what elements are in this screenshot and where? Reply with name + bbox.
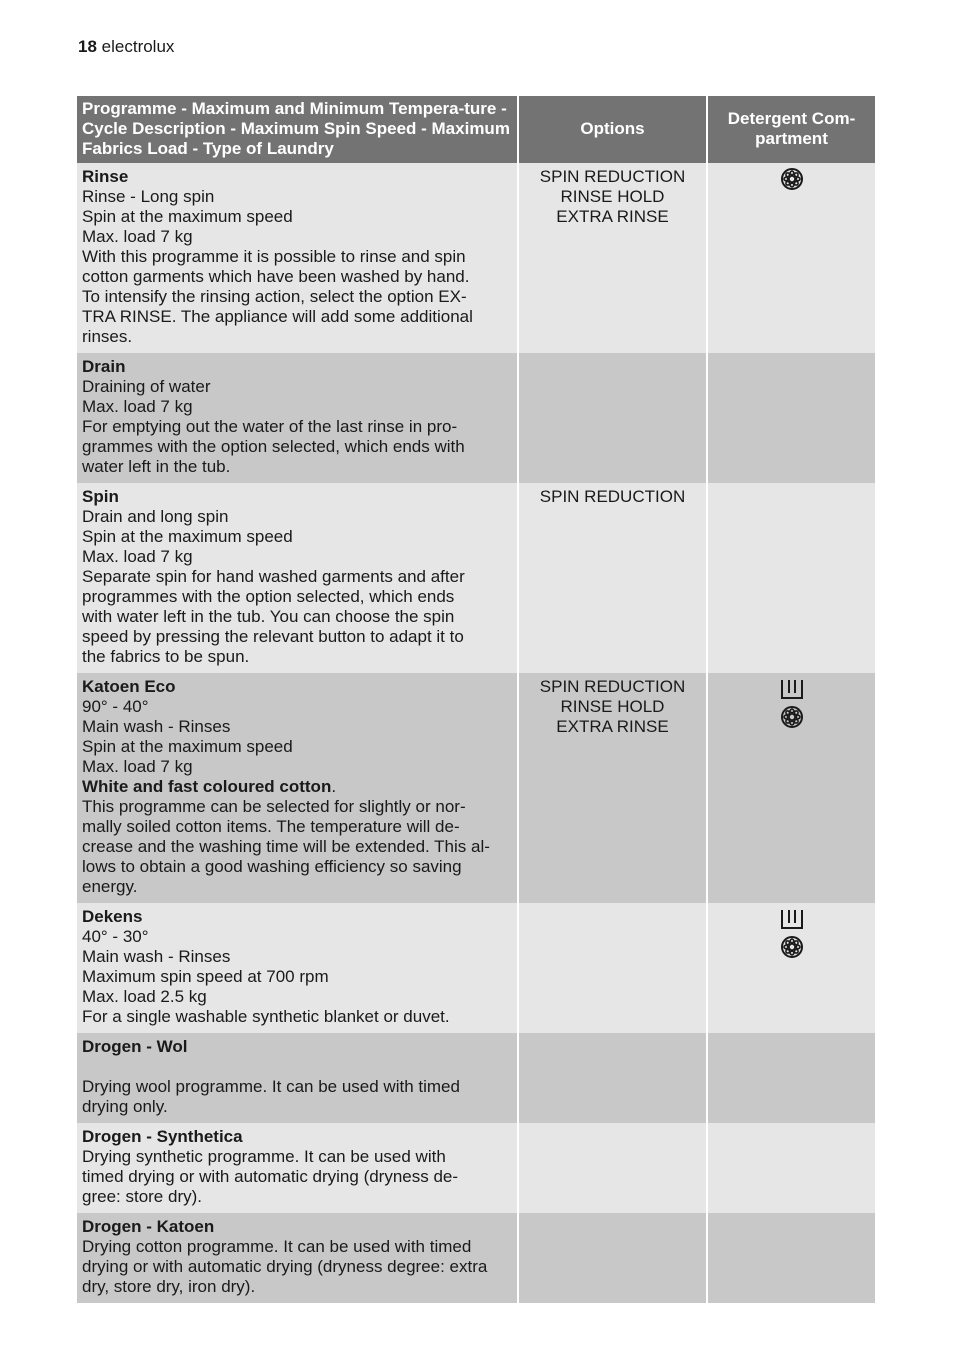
programme-title: Dekens [82,907,143,926]
detergent-compartment-cell [707,1213,875,1303]
option-label: SPIN REDUCTION [539,167,686,186]
options-cell [518,673,707,903]
laundry-type-line [82,777,512,797]
programme-title: Spin [82,487,119,506]
description-line: dry, store dry, iron dry). [82,1277,256,1296]
options-cell [518,1213,707,1303]
description-line: Max. load 7 kg [82,397,193,416]
programme-title: Drogen - Synthetica [82,1127,243,1146]
blank-line [82,1057,512,1077]
programme-title: Drain [82,357,126,376]
option-label: SPIN REDUCTION [539,677,686,696]
options-cell [518,1033,707,1123]
option-label: RINSE HOLD [560,187,665,206]
detergent-compartment-cell [707,673,875,903]
column-header-options: Options [518,96,707,163]
description-line: For a single washable synthetic blanket or duvet. [82,1007,450,1026]
description-line: drying or with automatic drying (dryness degree: extra [82,1257,488,1276]
table-row [77,353,875,483]
table-row [77,163,875,353]
description-line: This programme can be selected for slightly or nor- [82,797,466,816]
description-line: speed by pressing the relevant button to adapt it to [82,627,464,646]
column-header-programme: Programme - Maximum and Minimum Tempera-ture - Cycle Description - Maximum Spin Speed - Maximum Fabrics Load - Type of Laundry [77,96,518,163]
description-line: rinses. [82,327,133,346]
programme-description-cell [77,163,518,353]
option-label: EXTRA RINSE [556,717,669,736]
description-line: Drying cotton programme. It can be used with timed [82,1237,472,1256]
description-line: TRA RINSE. The appliance will add some additional [82,307,473,326]
description-line: lows to obtain a good washing efficiency so saving [82,857,462,876]
page-number: 18 [78,37,97,56]
description-line: Main wash - Rinses [82,947,231,966]
description-line: gree: store dry). [82,1187,202,1206]
description-line: Max. load 2.5 kg [82,987,207,1006]
table-row [77,1123,875,1213]
softener-icon [780,935,804,959]
main-wash-icon [780,907,804,931]
description-line: Maximum spin speed at 700 rpm [82,967,329,986]
options-cell [518,353,707,483]
programme-description-cell [77,353,518,483]
detergent-compartment-cell [707,1033,875,1123]
table-row [77,1033,875,1123]
description-line: cotton garments which have been washed by hand. [82,267,470,286]
laundry-type: White and fast coloured cotton [82,777,332,796]
programme-description-cell [77,1033,518,1123]
laundry-type-suffix: . [331,777,337,796]
description-line: Max. load 7 kg [82,547,193,566]
detergent-compartment-cell [707,353,875,483]
programme-title: Katoen Eco [82,677,176,696]
description-line: Main wash - Rinses [82,717,231,736]
description-line: Spin at the maximum speed [82,737,293,756]
main-wash-icon [780,677,804,701]
description-line: With this programme it is possible to rinse and spin [82,247,466,266]
detergent-compartment-cell [707,483,875,673]
description-line: energy. [82,877,138,896]
detergent-compartment-cell [707,903,875,1033]
programme-description-cell [77,903,518,1033]
options-cell [518,1123,707,1213]
table-row [77,483,875,673]
description-line: crease and the washing time will be extended. This al- [82,837,490,856]
options-cell [518,903,707,1033]
table-row [77,673,875,903]
description-line: Spin at the maximum speed [82,527,293,546]
description-line: with water left in the tub. You can choose the spin [82,607,455,626]
programme-description-cell [77,1213,518,1303]
options-cell [518,163,707,353]
softener-icon [780,167,804,191]
description-line: Drying synthetic programme. It can be used with [82,1147,446,1166]
programme-table [77,96,875,1303]
description-line: Drain and long spin [82,507,229,526]
description-line: For emptying out the water of the last rinse in pro- [82,417,458,436]
table-row [77,1213,875,1303]
programme-description-cell [77,1123,518,1213]
programme-description-cell [77,673,518,903]
description-line: Drying wool programme. It can be used with timed [82,1077,460,1096]
table-row [77,903,875,1033]
description-line: Max. load 7 kg [82,757,193,776]
description-line: drying only. [82,1097,168,1116]
programme-title: Rinse [82,167,129,186]
description-line: 90° - 40° [82,697,149,716]
description-line: Rinse - Long spin [82,187,215,206]
programme-title: Drogen - Wol [82,1037,188,1056]
description-line: 40° - 30° [82,927,149,946]
description-line: the fabrics to be spun. [82,647,250,666]
description-line: Separate spin for hand washed garments and after [82,567,465,586]
page-header [78,37,174,57]
description-line: water left in the tub. [82,457,231,476]
detergent-compartment-cell [707,163,875,353]
description-line: Max. load 7 kg [82,227,193,246]
description-line: Spin at the maximum speed [82,207,293,226]
options-cell [518,483,707,673]
description-line: programmes with the option selected, which ends [82,587,455,606]
description-line: mally soiled cotton items. The temperature will de- [82,817,460,836]
description-line: Draining of water [82,377,211,396]
description-line: timed drying or with automatic drying (dryness de- [82,1167,459,1186]
option-label: SPIN REDUCTION [539,487,686,506]
softener-icon [780,705,804,729]
table-header-row [77,96,875,163]
brand-name: electrolux [101,37,175,56]
column-header-detergent: Detergent Com-partment [707,96,875,163]
option-label: RINSE HOLD [560,697,665,716]
detergent-compartment-cell [707,1123,875,1213]
description-line: To intensify the rinsing action, select the option EX- [82,287,467,306]
programme-title: Drogen - Katoen [82,1217,215,1236]
option-label: EXTRA RINSE [556,207,669,226]
description-line: grammes with the option selected, which ends with [82,437,465,456]
programme-description-cell [77,483,518,673]
